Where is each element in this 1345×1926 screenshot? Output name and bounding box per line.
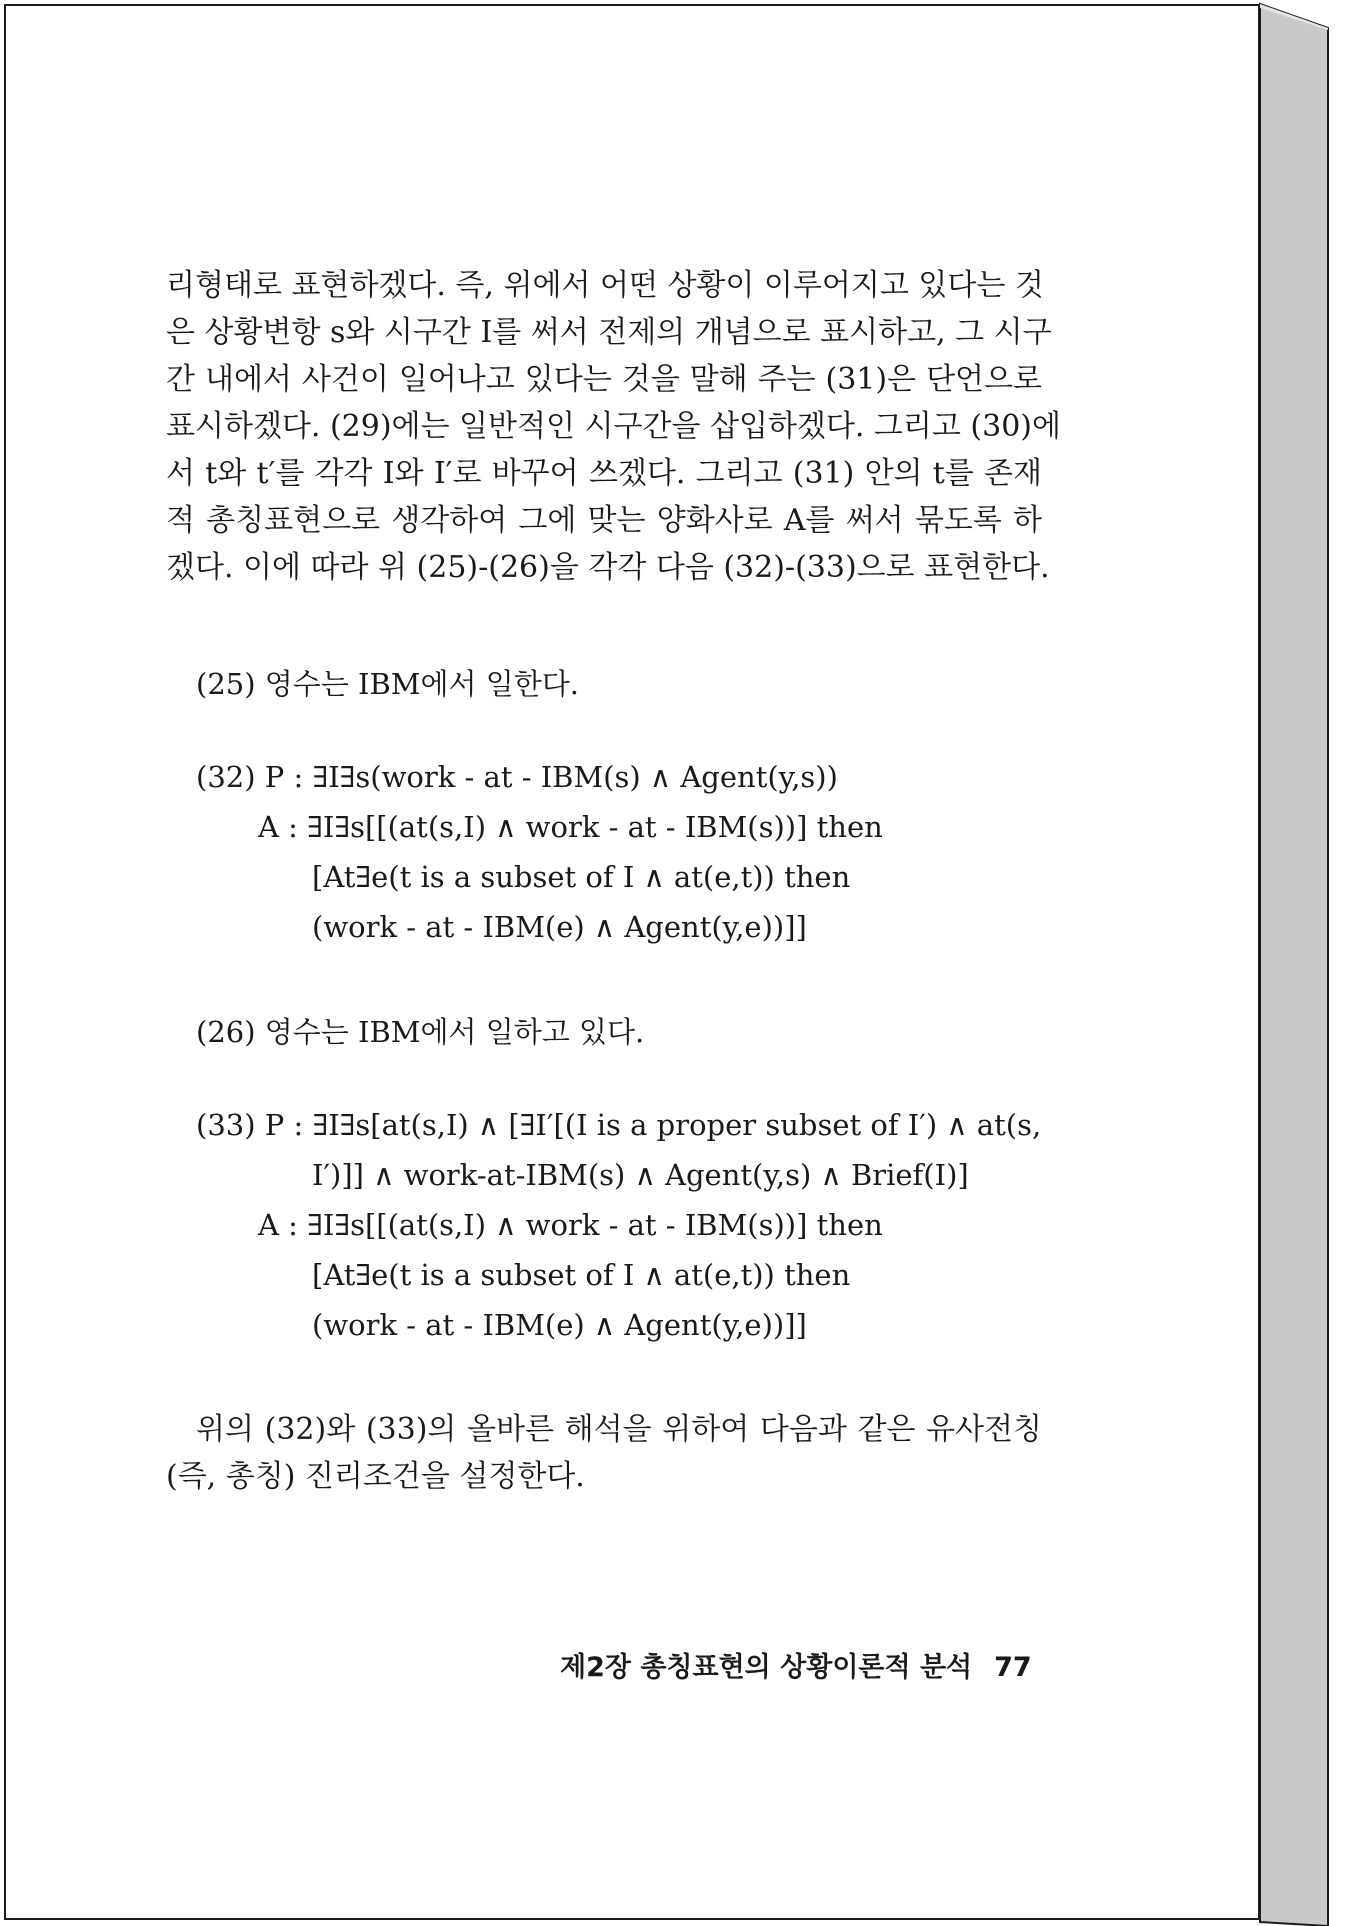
intro-line: 서 t와 t′를 각각 I와 I′로 바꾸어 쓰겠다. 그리고 (31) 안의 t를 존재 (166, 456, 1042, 491)
example-32-assertion-line: (work - at - IBM(e) ∧ Agent(y,e))]] (312, 910, 807, 944)
example-33-assertion-line: (work - at - IBM(e) ∧ Agent(y,e))]] (312, 1308, 807, 1342)
intro-line: 겠다. 이에 따라 위 (25)-(26)을 각각 다음 (32)-(33)으로 표현한다. (166, 550, 1050, 585)
example-33-assertion-line: A : ∃I∃s[[(at(s,I) ∧ work - at - IBM(s))] then (258, 1208, 883, 1242)
chapter-title: 제2장 총칭표현의 상황이론적 분석 (560, 1652, 973, 1683)
example-32-assertion-line: A : ∃I∃s[[(at(s,I) ∧ work - at - IBM(s))] then (258, 810, 883, 844)
running-footer (560, 1645, 1032, 1684)
intro-line: 리형태로 표현하겠다. 즉, 위에서 어떤 상황이 이루어지고 있다는 것 (166, 268, 1044, 303)
example-25: (25) 영수는 IBM에서 일한다. (196, 667, 579, 701)
intro-paragraph (166, 262, 1061, 591)
closing-line: 위의 (32)와 (33)의 올바른 해석을 위하여 다음과 같은 유사전칭 (196, 1412, 1042, 1447)
intro-line: 적 총칭표현으로 생각하여 그에 맞는 양화사로 A를 써서 묶도록 하 (166, 503, 1042, 538)
example-32-assertion-line: [At∃e(t is a subset of I ∧ at(e,t)) then (312, 860, 851, 894)
intro-line: 은 상황변항 s와 시구간 I를 써서 전제의 개념으로 표시하고, 그 시구 (166, 315, 1052, 350)
intro-line: 간 내에서 사건이 일어나고 있다는 것을 말해 주는 (31)은 단언으로 (166, 362, 1042, 397)
example-33-presupposition-line: (33) P : ∃I∃s[at(s,I) ∧ [∃I′[(I is a proper subset of I′) ∧ at(s, (196, 1108, 1042, 1142)
example-26: (26) 영수는 IBM에서 일하고 있다. (196, 1015, 645, 1049)
example-33-presupposition-line: I′)]] ∧ work-at-IBM(s) ∧ Agent(y,s) ∧ Brief(I)] (312, 1158, 969, 1192)
closing-paragraph (166, 1406, 1042, 1500)
intro-line: 표시하겠다. (29)에는 일반적인 시구간을 삽입하겠다. 그리고 (30)에 (166, 409, 1061, 444)
example-33-assertion-line: [At∃e(t is a subset of I ∧ at(e,t)) then (312, 1258, 851, 1292)
closing-line: (즉, 총칭) 진리조건을 설정한다. (166, 1459, 585, 1494)
example-32-presupposition: (32) P : ∃I∃s(work - at - IBM(s) ∧ Agent(y,s)) (196, 760, 838, 794)
page-number: 77 (994, 1652, 1032, 1683)
